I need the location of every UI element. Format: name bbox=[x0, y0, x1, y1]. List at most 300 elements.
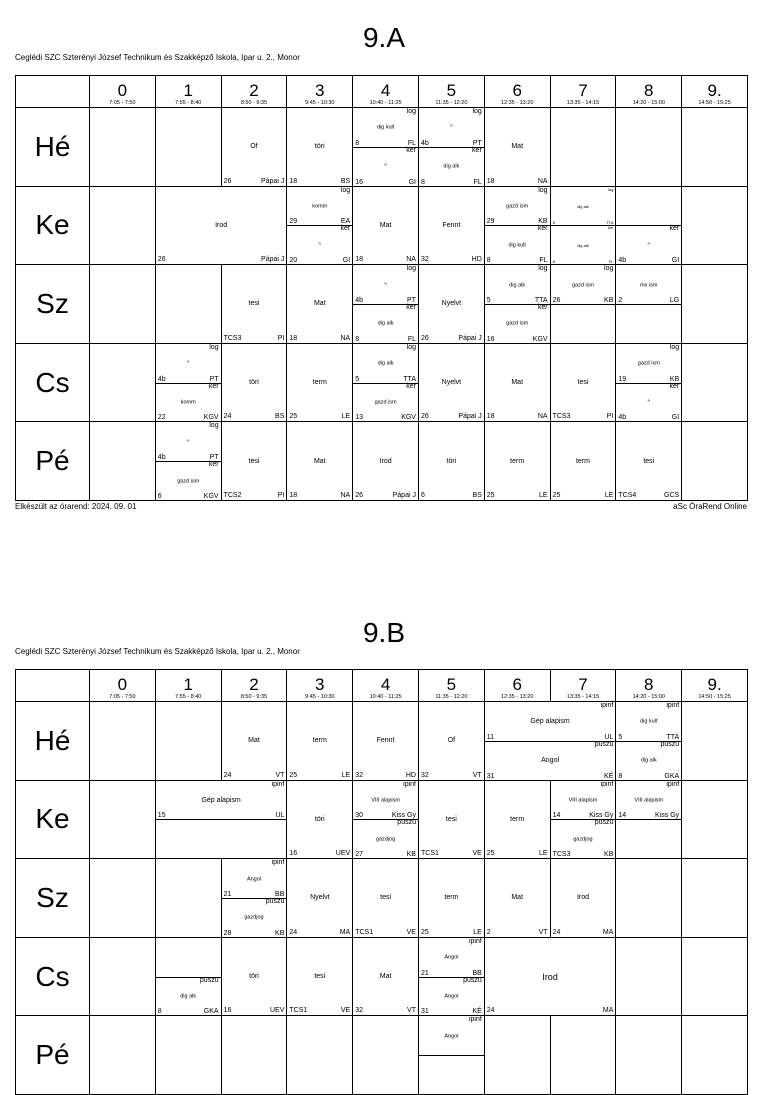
lesson-slot[interactable] bbox=[418, 1016, 484, 1095]
period-number: 0 bbox=[117, 674, 128, 694]
group-lesson bbox=[222, 859, 287, 899]
subject-label: Mat bbox=[511, 143, 524, 151]
group-lesson bbox=[419, 938, 484, 978]
subject-label: ^ bbox=[318, 242, 322, 249]
lesson-slot[interactable] bbox=[418, 343, 484, 422]
room-label: 30 bbox=[355, 812, 363, 820]
group-lesson bbox=[551, 265, 616, 305]
lesson-slot[interactable] bbox=[418, 702, 484, 781]
group-lesson bbox=[419, 977, 484, 1016]
teacher-label: Pápai J bbox=[261, 256, 285, 264]
room-label: 24 bbox=[223, 771, 232, 779]
lesson-slot[interactable] bbox=[287, 702, 353, 781]
subject-label: tesi bbox=[380, 894, 392, 902]
room-label: 8 bbox=[157, 1008, 162, 1016]
lesson-slot[interactable] bbox=[484, 859, 550, 938]
teacher-label: VT bbox=[275, 771, 285, 779]
group-lesson bbox=[485, 265, 550, 305]
period-header-row bbox=[16, 670, 748, 702]
room-label: 25 bbox=[486, 850, 495, 858]
teacher-label: PI bbox=[606, 413, 614, 421]
subject-label: Mat bbox=[248, 737, 260, 745]
subject-label: Nyelvt bbox=[441, 300, 462, 308]
group-label: püszü bbox=[265, 897, 285, 905]
empty-slot bbox=[682, 422, 748, 501]
subject-label: dig kult bbox=[376, 124, 395, 131]
group-lesson bbox=[156, 781, 287, 821]
group-lesson bbox=[616, 187, 681, 227]
room-label: 32 bbox=[355, 1007, 363, 1015]
lesson-slot[interactable] bbox=[221, 265, 287, 344]
group-label: ker bbox=[537, 225, 548, 233]
room-label: 24 bbox=[223, 413, 232, 421]
room-label: 8 bbox=[618, 772, 623, 780]
lesson-slot[interactable] bbox=[353, 186, 419, 265]
room-label: 29 bbox=[289, 218, 298, 226]
group-label: ipinf bbox=[271, 780, 285, 788]
period-time: 8:50 - 9:35 bbox=[240, 99, 268, 106]
subject-label: dig alk bbox=[509, 282, 526, 289]
teacher-label: KGV bbox=[401, 414, 416, 422]
room-label: 21 bbox=[223, 890, 232, 898]
group-label: püszü bbox=[199, 976, 219, 984]
subject-label: Angol bbox=[541, 757, 560, 765]
lesson-slot[interactable] bbox=[353, 343, 419, 422]
teacher-label: GKA bbox=[664, 772, 680, 780]
lesson-slot[interactable] bbox=[221, 422, 287, 501]
teacher-label: MA bbox=[602, 928, 614, 936]
subject-label: tesi bbox=[248, 457, 260, 465]
room-label: 16 bbox=[289, 850, 298, 858]
group-lesson bbox=[485, 304, 550, 343]
group-lesson bbox=[419, 147, 484, 186]
group-lesson bbox=[616, 819, 681, 858]
lesson-slot[interactable] bbox=[353, 780, 419, 859]
teacher-label: LE bbox=[473, 928, 482, 936]
period-header bbox=[90, 76, 156, 108]
room-label: 32 bbox=[420, 256, 429, 264]
split-lesson bbox=[156, 344, 221, 422]
lesson-slot[interactable] bbox=[616, 422, 682, 501]
teacher-label: VT bbox=[407, 1007, 416, 1015]
room-label: 26 bbox=[157, 256, 166, 264]
teacher-label: KGV bbox=[203, 492, 219, 500]
group-lesson bbox=[156, 422, 221, 462]
lesson-slot[interactable] bbox=[287, 937, 353, 1016]
room-label: 26 bbox=[420, 413, 429, 421]
teacher-label: BB bbox=[275, 890, 285, 898]
lesson-slot[interactable] bbox=[353, 108, 419, 187]
teacher-label: FL bbox=[608, 259, 614, 265]
empty-slot bbox=[616, 937, 682, 1016]
teacher-label: FL bbox=[539, 257, 548, 265]
subject-label: mv ism bbox=[640, 282, 658, 289]
room-label: 6 bbox=[157, 492, 162, 500]
teacher-label: GKA bbox=[203, 1008, 219, 1016]
day-row bbox=[16, 937, 748, 1016]
room-label: 24 bbox=[289, 928, 298, 936]
split-lesson bbox=[353, 344, 418, 422]
subject-label: töri bbox=[249, 973, 259, 981]
subject-label: Mat bbox=[511, 894, 524, 902]
room-label: 16 bbox=[355, 178, 363, 186]
period-number: 5 bbox=[446, 80, 457, 100]
group-label: ker bbox=[340, 225, 351, 233]
empty-slot bbox=[155, 265, 221, 344]
teacher-label: GI bbox=[342, 257, 351, 265]
period-header bbox=[616, 670, 682, 702]
period-header-row bbox=[16, 76, 748, 108]
lesson-slot[interactable] bbox=[616, 343, 682, 422]
group-lesson bbox=[156, 819, 287, 858]
period-number: 9. bbox=[707, 80, 722, 100]
teacher-label: KB bbox=[406, 851, 416, 859]
room-label: 8 bbox=[552, 220, 555, 226]
group-lesson bbox=[551, 781, 616, 821]
teacher-label: GCS bbox=[664, 491, 680, 499]
split-lesson bbox=[156, 422, 221, 500]
period-number: 9. bbox=[707, 674, 722, 694]
room-label: 25 bbox=[420, 928, 429, 936]
lesson-slot[interactable] bbox=[353, 859, 419, 938]
empty-slot bbox=[90, 937, 156, 1016]
teacher-label: BB bbox=[472, 969, 482, 977]
group-label: log bbox=[406, 343, 416, 351]
split-lesson bbox=[551, 187, 616, 265]
lesson-slot[interactable] bbox=[155, 343, 221, 422]
teacher-label: LE bbox=[539, 850, 548, 858]
subject-label: Nyelvt bbox=[310, 894, 330, 902]
subject-label: dig alk bbox=[640, 757, 657, 764]
empty-slot bbox=[90, 702, 156, 781]
room-label: 20 bbox=[289, 257, 298, 265]
group-label: püszü bbox=[397, 819, 416, 827]
footer-brand: aSc ÓraRend Online bbox=[673, 502, 747, 511]
empty-slot bbox=[90, 186, 156, 265]
lesson-slot[interactable] bbox=[550, 186, 616, 265]
room-label: 29 bbox=[486, 218, 495, 226]
lesson-slot[interactable] bbox=[418, 186, 484, 265]
lesson-slot[interactable] bbox=[550, 859, 616, 938]
period-header bbox=[155, 76, 221, 108]
group-lesson bbox=[485, 225, 550, 264]
lesson-slot[interactable] bbox=[418, 422, 484, 501]
group-lesson bbox=[353, 344, 418, 384]
split-lesson bbox=[353, 265, 418, 343]
subject-label: dig alk bbox=[443, 163, 460, 170]
period-time: 14:20 - 15:00 bbox=[632, 693, 665, 700]
subject-label: Mat bbox=[379, 973, 392, 981]
period-header bbox=[418, 670, 484, 702]
corner-cell bbox=[16, 76, 90, 108]
subject-label: Fennt bbox=[376, 737, 395, 745]
teacher-label: TTA bbox=[534, 296, 548, 304]
lesson-slot[interactable] bbox=[616, 702, 682, 781]
day-name: Ke bbox=[16, 186, 90, 265]
lesson-slot[interactable] bbox=[155, 186, 287, 265]
empty-slot bbox=[682, 265, 748, 344]
lesson-slot[interactable] bbox=[287, 186, 353, 265]
teacher-label: HD bbox=[471, 256, 482, 264]
empty-slot bbox=[550, 108, 616, 187]
teacher-label: NA bbox=[537, 413, 548, 421]
teacher-label: HD bbox=[405, 771, 416, 779]
room-label: 11 bbox=[486, 733, 495, 741]
empty-slot bbox=[90, 859, 156, 938]
lesson-slot[interactable] bbox=[484, 265, 550, 344]
lesson-slot[interactable] bbox=[155, 422, 221, 501]
group-label: püszü bbox=[594, 819, 614, 827]
teacher-label: NA bbox=[340, 334, 351, 342]
lesson-slot[interactable] bbox=[550, 265, 616, 344]
room-label: 14 bbox=[552, 812, 561, 820]
lesson-slot[interactable] bbox=[353, 702, 419, 781]
group-lesson bbox=[353, 147, 418, 186]
group-lesson bbox=[222, 898, 287, 937]
lesson-slot[interactable] bbox=[616, 780, 682, 859]
subject-label: Gép alapism bbox=[201, 797, 241, 805]
teacher-label: NA bbox=[537, 177, 548, 185]
period-number: 1 bbox=[183, 80, 193, 100]
lesson-slot[interactable] bbox=[221, 108, 287, 187]
subject-label: Irod bbox=[576, 894, 589, 902]
period-number: 1 bbox=[183, 674, 193, 694]
room-label: 14 bbox=[618, 812, 627, 820]
lesson-slot[interactable] bbox=[550, 780, 616, 859]
lesson-slot[interactable] bbox=[550, 343, 616, 422]
group-lesson bbox=[551, 304, 616, 343]
room-label: 18 bbox=[289, 491, 298, 499]
period-time: 13:35 - 14:15 bbox=[566, 99, 600, 106]
subject-label: töri bbox=[314, 815, 325, 823]
day-row bbox=[16, 108, 748, 187]
split-lesson bbox=[616, 702, 681, 780]
group-label: ipinf bbox=[271, 859, 285, 867]
corner-cell bbox=[16, 670, 90, 702]
period-time: 10:40 - 11:25 bbox=[369, 693, 402, 700]
lesson-slot[interactable] bbox=[418, 108, 484, 187]
subject-label: gazd ism bbox=[506, 203, 529, 210]
room-label: 31 bbox=[420, 1008, 429, 1016]
lesson-slot[interactable] bbox=[484, 702, 616, 781]
group-lesson bbox=[616, 741, 681, 780]
lesson-slot[interactable] bbox=[616, 265, 682, 344]
lesson-slot[interactable] bbox=[484, 937, 616, 1016]
teacher-label: Kiss Gy bbox=[655, 812, 680, 820]
group-label: ker bbox=[669, 225, 680, 233]
empty-slot bbox=[90, 780, 156, 859]
period-time: 7:05 - 7:50 bbox=[109, 693, 136, 700]
split-lesson bbox=[419, 938, 484, 1016]
room-label: 2 bbox=[486, 928, 491, 936]
room-label: 32 bbox=[420, 771, 429, 779]
group-lesson bbox=[616, 344, 681, 384]
group-lesson bbox=[419, 1016, 484, 1056]
group-lesson bbox=[156, 344, 221, 384]
teacher-label: PT bbox=[209, 375, 219, 383]
group-lesson bbox=[156, 977, 221, 1016]
room-label: 8 bbox=[552, 259, 555, 265]
empty-slot bbox=[287, 1016, 353, 1095]
subject-label: gazd ism bbox=[177, 478, 200, 485]
period-number: 7 bbox=[578, 80, 588, 100]
lesson-slot[interactable] bbox=[221, 343, 287, 422]
lesson-slot[interactable] bbox=[287, 265, 353, 344]
split-lesson bbox=[353, 781, 418, 859]
lesson-slot[interactable] bbox=[287, 108, 353, 187]
group-label: log bbox=[538, 265, 548, 273]
lesson-slot[interactable] bbox=[418, 937, 484, 1016]
day-name: Cs bbox=[16, 937, 90, 1016]
teacher-label: EA bbox=[340, 218, 351, 226]
room-label: 18 bbox=[355, 256, 363, 264]
lesson-slot[interactable] bbox=[155, 937, 221, 1016]
lesson-slot[interactable] bbox=[550, 422, 616, 501]
group-lesson bbox=[156, 938, 221, 978]
room-label: 24 bbox=[552, 928, 561, 936]
subject-label: dig alk bbox=[180, 993, 197, 1000]
lesson-slot[interactable] bbox=[287, 343, 353, 422]
split-lesson bbox=[616, 344, 681, 422]
subject-label: VIII alapism bbox=[371, 797, 400, 804]
lesson-slot[interactable] bbox=[221, 859, 287, 938]
lesson-slot[interactable] bbox=[353, 422, 419, 501]
split-lesson bbox=[419, 1016, 484, 1094]
room-label: 22 bbox=[157, 414, 166, 422]
period-header bbox=[550, 76, 616, 108]
teacher-label: LG bbox=[669, 296, 680, 304]
split-lesson bbox=[551, 265, 616, 343]
lesson-slot[interactable] bbox=[221, 937, 287, 1016]
subject-label: term bbox=[510, 815, 525, 823]
subject-label: dig alk bbox=[577, 242, 589, 248]
room-label: 8 bbox=[486, 257, 491, 265]
lesson-slot[interactable] bbox=[221, 702, 287, 781]
subject-label: gazdjog bbox=[573, 836, 593, 843]
teacher-label: VT bbox=[472, 771, 482, 779]
teacher-label: LE bbox=[539, 491, 548, 499]
room-label: 4b bbox=[157, 375, 166, 383]
period-time: 10:40 - 11:25 bbox=[369, 99, 402, 106]
timetable-title: 9.A bbox=[362, 22, 406, 53]
lesson-slot[interactable] bbox=[155, 780, 287, 859]
split-lesson bbox=[551, 781, 616, 859]
period-number: 5 bbox=[446, 674, 457, 694]
lesson-slot[interactable] bbox=[616, 186, 682, 265]
day-row bbox=[16, 186, 748, 265]
lesson-slot[interactable] bbox=[484, 186, 550, 265]
room-label: TCS4 bbox=[618, 491, 637, 499]
group-lesson bbox=[616, 225, 681, 264]
lesson-slot[interactable] bbox=[418, 780, 484, 859]
lesson-slot[interactable] bbox=[353, 265, 419, 344]
room-label: 15 bbox=[157, 812, 166, 820]
lesson-slot[interactable] bbox=[484, 780, 550, 859]
teacher-label: KB bbox=[538, 218, 548, 226]
lesson-slot[interactable] bbox=[484, 422, 550, 501]
day-name: Sz bbox=[16, 859, 90, 938]
room-label: 2 bbox=[618, 296, 623, 304]
room-label: TCS1 bbox=[420, 850, 439, 858]
teacher-label: Pápai J bbox=[261, 177, 285, 185]
teacher-label: KB bbox=[604, 296, 614, 304]
teacher-label: Pápai J bbox=[458, 413, 482, 421]
lesson-slot[interactable] bbox=[287, 422, 353, 501]
room-label: 26 bbox=[223, 177, 232, 185]
day-row bbox=[16, 265, 748, 344]
day-row bbox=[16, 422, 748, 501]
room-label: 16 bbox=[223, 1007, 232, 1015]
split-lesson bbox=[485, 187, 550, 265]
room-label: 13 bbox=[355, 414, 363, 422]
empty-slot bbox=[682, 702, 748, 781]
split-lesson bbox=[156, 938, 221, 1016]
room-label: 21 bbox=[420, 969, 429, 977]
room-label: 28 bbox=[223, 929, 232, 937]
group-lesson bbox=[551, 187, 616, 227]
group-label: ker bbox=[669, 382, 680, 390]
period-header bbox=[550, 670, 616, 702]
subject-label: Angol bbox=[246, 876, 262, 883]
period-number: 3 bbox=[315, 674, 325, 694]
empty-slot bbox=[682, 343, 748, 422]
period-header bbox=[155, 670, 221, 702]
group-label: ker bbox=[406, 382, 416, 390]
subject-label: Irod bbox=[379, 457, 392, 465]
period-header bbox=[90, 670, 156, 702]
teacher-label: FL bbox=[473, 178, 482, 186]
lesson-slot[interactable] bbox=[353, 937, 419, 1016]
group-label: ker bbox=[472, 146, 482, 154]
period-number: 2 bbox=[249, 80, 259, 100]
group-label: püszü bbox=[594, 740, 614, 748]
group-label: ker bbox=[208, 382, 219, 390]
teacher-label: GI bbox=[671, 414, 680, 422]
group-label: ipinf bbox=[600, 702, 614, 709]
subject-label: tesi bbox=[577, 379, 589, 387]
empty-slot bbox=[550, 1016, 616, 1095]
period-time: 7:55 - 8:40 bbox=[175, 99, 202, 106]
empty-slot bbox=[682, 937, 748, 1016]
lesson-slot[interactable] bbox=[287, 859, 353, 938]
timetable-grid bbox=[15, 75, 748, 501]
subject-label: term bbox=[510, 457, 525, 465]
lesson-slot[interactable] bbox=[418, 265, 484, 344]
empty-slot bbox=[682, 780, 748, 859]
group-label: ipinf bbox=[403, 780, 416, 788]
subject-label: term bbox=[575, 457, 590, 465]
room-label: 25 bbox=[289, 771, 298, 779]
period-header bbox=[682, 76, 748, 108]
subject-label: dig kult bbox=[508, 242, 526, 249]
lesson-slot[interactable] bbox=[484, 343, 550, 422]
empty-slot bbox=[682, 186, 748, 265]
lesson-slot[interactable] bbox=[287, 780, 353, 859]
subject-label: ^ bbox=[186, 439, 190, 446]
lesson-slot[interactable] bbox=[418, 859, 484, 938]
room-label: 8 bbox=[355, 335, 360, 343]
group-lesson bbox=[485, 741, 616, 780]
group-label: log bbox=[608, 186, 614, 192]
empty-slot bbox=[90, 1016, 156, 1095]
room-label: 8 bbox=[355, 139, 360, 147]
lesson-slot[interactable] bbox=[484, 108, 550, 187]
room-label: 4b bbox=[618, 414, 627, 422]
period-time: 9:45 - 10:30 bbox=[305, 99, 335, 106]
split-lesson bbox=[353, 108, 418, 186]
room-label: 19 bbox=[618, 375, 627, 383]
period-time: 11:35 - 12:20 bbox=[435, 693, 468, 700]
